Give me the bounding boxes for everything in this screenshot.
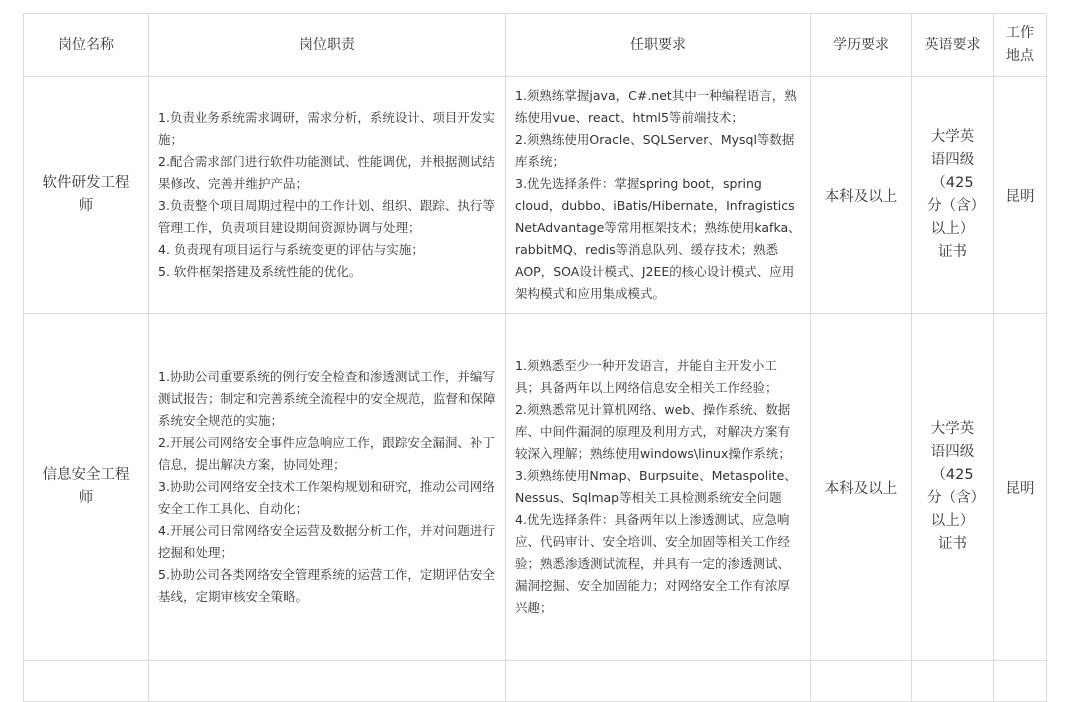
duty-item: 1.协助公司重要系统的例行安全检查和渗透测试工作，并编写测试报告；制定和完善系统全流程中的安全规范，监督和保障系统安全规范的实施； (158, 369, 496, 428)
duty-item: 4. 负责现有项目运行与系统变更的评估与实施； (158, 242, 424, 257)
header-education: 学历要求 (811, 14, 912, 77)
table-row (24, 77, 1047, 314)
header-duties: 岗位职责 (149, 14, 506, 77)
table-row (24, 661, 1047, 702)
duty-item: 1.负责业务系统需求调研，需求分析，系统设计、项目开发实施； (158, 110, 495, 147)
job-table-container (23, 13, 1046, 673)
requirement-item: 1.须熟悉至少一种开发语言，并能自主开发小工具；具备两年以上网络信息安全相关工作经验； (515, 358, 778, 395)
english-cell: 大学英语四级（425分（含）以上）证书 (912, 314, 994, 661)
duty-item: 2.配合需求部门进行软件功能测试、性能调优，并根据测试结果修改、完善并维护产品； (158, 154, 495, 191)
requirement-item: 2.须熟悉常见计算机网络、web、操作系统、数据库、中间件漏洞的原理及利用方式，对解决方案有较深入理解；熟练使用windows\linux操作系统； (515, 402, 791, 461)
empty-cell (811, 661, 912, 702)
header-requirements: 任职要求 (506, 14, 811, 77)
duty-item: 5. 软件框架搭建及系统性能的优化。 (158, 264, 362, 279)
location-cell: 昆明 (994, 314, 1047, 661)
duty-item: 5.协助公司各类网络安全管理系统的运营工作，定期评估安全基线，定期审核安全策略。 (158, 567, 495, 604)
job-title: 信息安全工程师 (24, 314, 149, 661)
english-cell: 大学英语四级（425分（含）以上）证书 (912, 77, 994, 314)
table-row (24, 314, 1047, 661)
header-location: 工作地点 (994, 14, 1047, 77)
requirements-cell (506, 77, 811, 314)
requirements-cell (506, 314, 811, 661)
empty-cell (149, 661, 506, 702)
duty-item: 3.负责整个项目周期过程中的工作计划、组织、跟踪、执行等管理工作，负责项目建设期间资源协调与处理； (158, 198, 495, 235)
duty-item: 4.开展公司日常网络安全运营及数据分析工作，并对问题进行挖掘和处理； (158, 523, 495, 560)
location-cell: 昆明 (994, 77, 1047, 314)
empty-cell (994, 661, 1047, 702)
requirement-item: 2.须熟练使用Oracle、SQLServer、Mysql等数据库系统； (515, 132, 795, 169)
header-job-title: 岗位名称 (24, 14, 149, 77)
empty-cell (24, 661, 149, 702)
education-cell: 本科及以上 (811, 77, 912, 314)
duties-cell (149, 77, 506, 314)
duty-item: 2.开展公司网络安全事件应急响应工作，跟踪安全漏洞、补丁信息，提出解决方案，协同处理； (158, 435, 495, 472)
requirement-item: 4.优先选择条件：具备两年以上渗透测试、应急响应、代码审计、安全培训、安全加固等相关工作经验；熟悉渗透测试流程，并具有一定的渗透测试、漏洞挖掘、安全加固能力；对网络安全工作有浓厚兴趣； (515, 512, 791, 615)
requirement-item: 1.须熟练掌握java，C#.net其中一种编程语言，熟练使用vue、react、html5等前端技术； (515, 88, 797, 125)
job-title: 软件研发工程师 (24, 77, 149, 314)
requirement-item: 3.须熟练使用Nmap、Burpsuite、Metaspolite、Nessus、Sqlmap等相关工具检测系统安全问题 (515, 468, 797, 505)
requirement-item: 3.优先选择条件：掌握spring boot，spring cloud，dubbo、iBatis/Hibernate，Infragistics NetAdvantage等常用框架技术；熟练使用kafka、rabbitMQ、redis等消息队列、缓存技术；熟悉AOP，SOA设计模式、J2EE的核心设计模式、应用架构模式和应用集成模式。 (515, 176, 801, 301)
table-header-row (24, 14, 1047, 77)
empty-cell (506, 661, 811, 702)
duties-cell (149, 314, 506, 661)
duty-item: 3.协助公司网络安全技术工作架构规划和研究，推动公司网络安全工作工具化、自动化； (158, 479, 495, 516)
education-cell: 本科及以上 (811, 314, 912, 661)
job-table (23, 13, 1047, 702)
header-english: 英语要求 (912, 14, 994, 77)
empty-cell (912, 661, 994, 702)
